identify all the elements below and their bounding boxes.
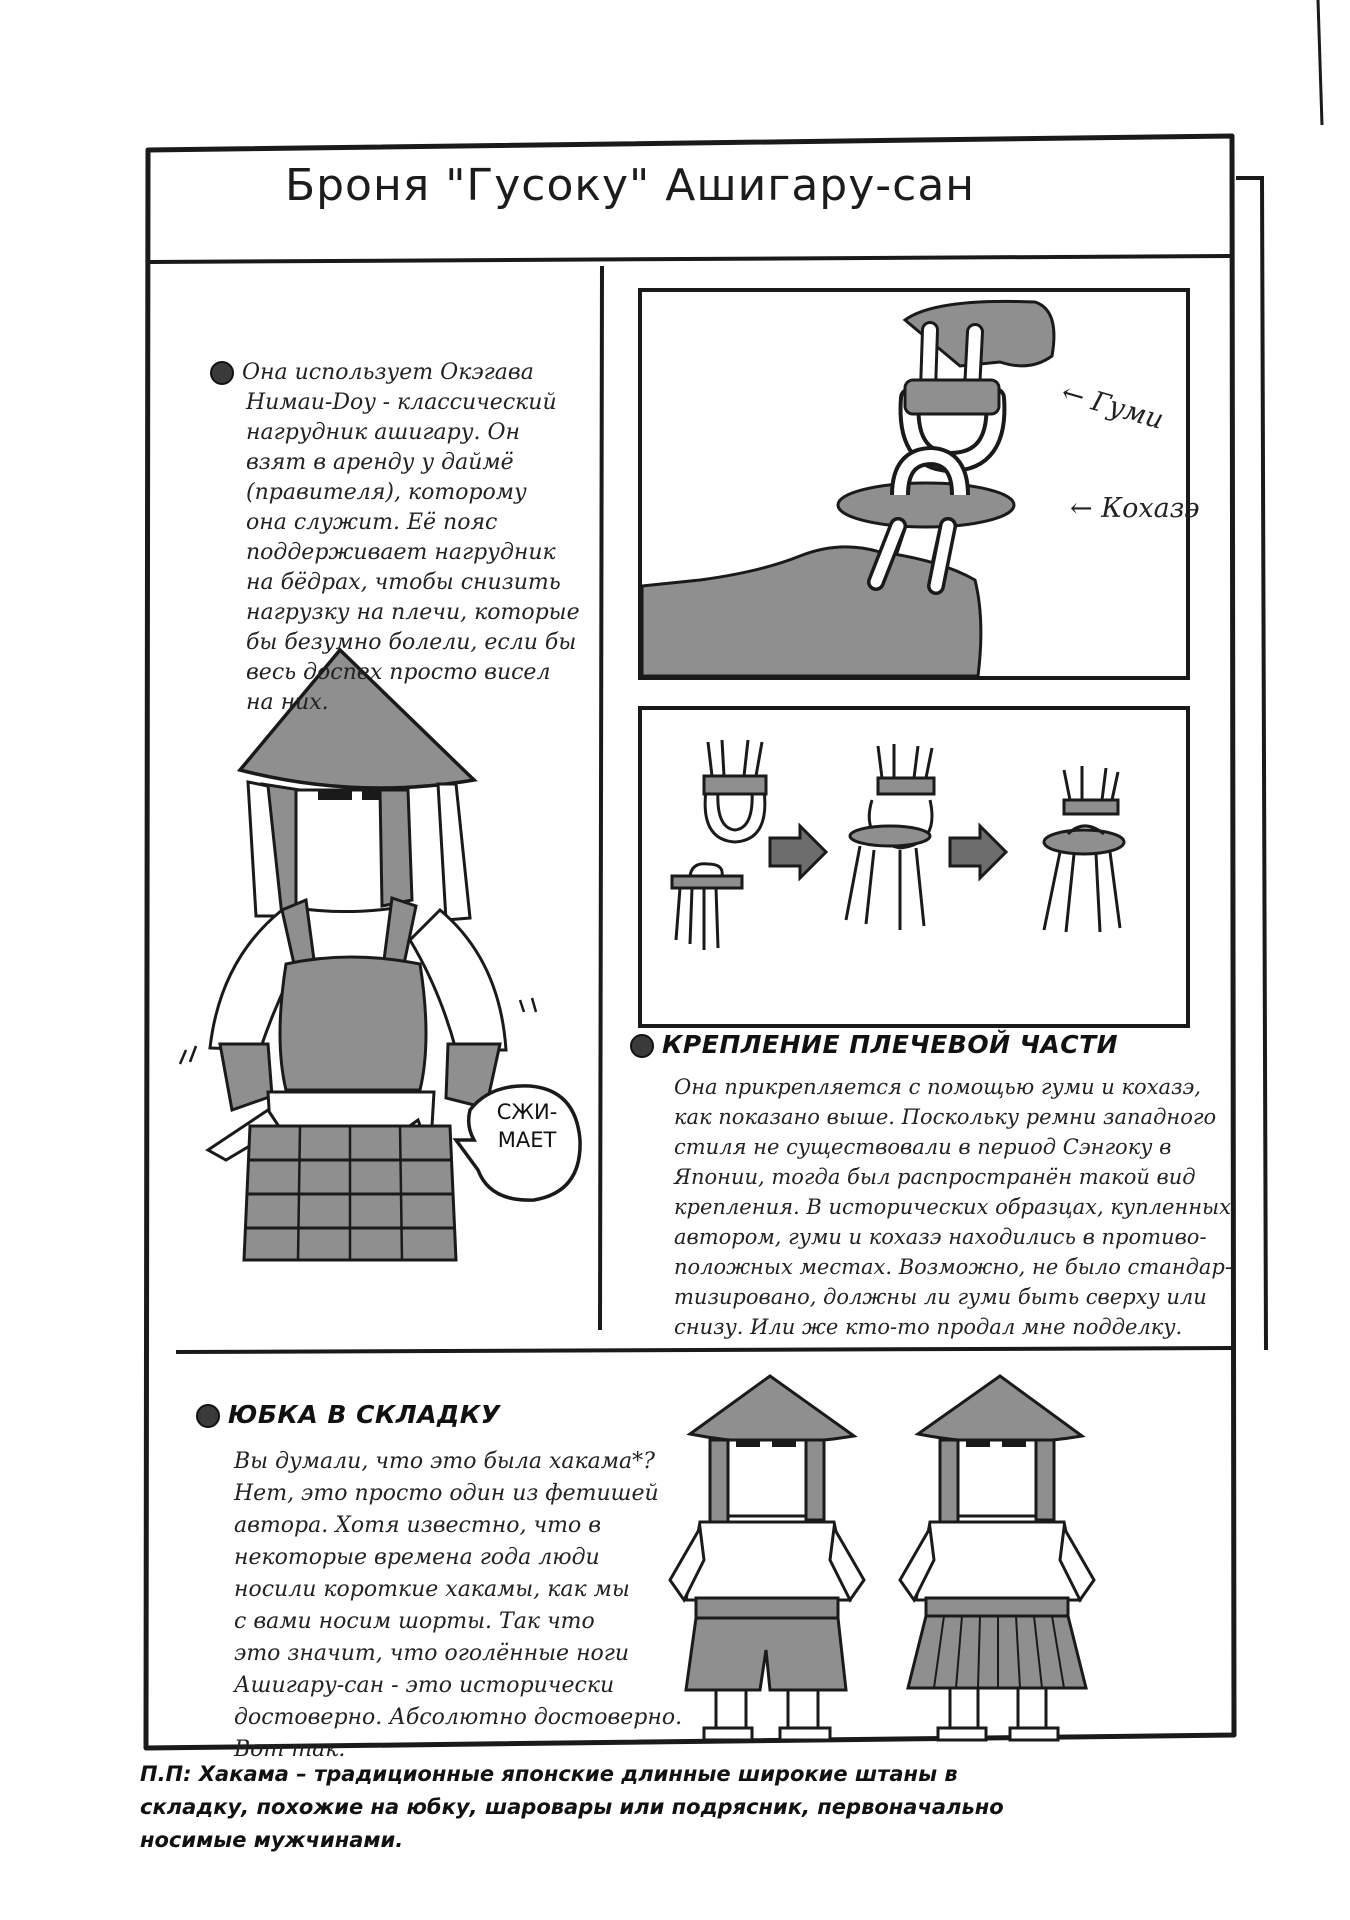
hair-2r <box>806 1440 824 1520</box>
intro-line: Нимаи-Doy - классический <box>246 390 557 415</box>
intro-line: на них. <box>246 690 329 715</box>
gumi-kohaze-diagram <box>640 290 1188 678</box>
bullet-icon <box>630 1034 654 1058</box>
skirt-line: Вот так. <box>234 1737 346 1762</box>
skirt-line: Вы думали, что это была хакама*? <box>234 1449 655 1474</box>
ashigaru-pleated-skirt-figure <box>900 1376 1094 1740</box>
footnote-line: П.П: Хакама – традиционные японские длинные широкие штаны в <box>140 1762 958 1786</box>
footnote-line: носимые мужчинами. <box>140 1828 404 1852</box>
shoulder-line: Она прикрепляется с помощью гуми и кохазэ, <box>674 1075 1201 1099</box>
step2-toggle <box>850 826 930 846</box>
skirt-line: Ашигару-сан - это исторически <box>234 1673 615 1698</box>
belt-3 <box>926 1598 1068 1616</box>
kohaze-toggle <box>838 483 1014 527</box>
shoulder-heading-text: КРЕПЛЕНИЕ ПЛЕЧЕВОЙ ЧАСТИ <box>662 1030 1119 1059</box>
speech-bubble-text <box>484 1098 570 1154</box>
hair-3r <box>1036 1440 1054 1520</box>
title-divider <box>150 256 1230 262</box>
intro-line: бы безумно болели, если бы <box>246 630 577 655</box>
shoulder-line: автором, гуми и кохазэ находились в противо- <box>674 1225 1207 1249</box>
legs-3 <box>950 1688 1046 1728</box>
shoulder-line: снизу. Или же кто-то продал мне подделку. <box>674 1315 1183 1339</box>
ashigaru-illustration <box>180 650 580 1260</box>
intro-line: взят в аренду у даймё <box>246 450 514 475</box>
page-title: Броня "Гусоку" Ашигару-сан <box>284 160 976 211</box>
corner-stroke-2 <box>1236 178 1266 1350</box>
bullet-icon <box>196 1404 220 1428</box>
bullet-icon <box>210 361 234 385</box>
bubble-line: СЖИ- <box>496 1100 558 1124</box>
shoulder-line: положных местах. Возможно, не было стандар- <box>674 1255 1232 1279</box>
kimono-2 <box>686 1522 850 1600</box>
kote-left <box>220 1044 272 1110</box>
translator-footnote <box>140 1758 1260 1857</box>
skirt-line: Нет, это просто один из фетишей <box>234 1481 659 1506</box>
footnote-line: складку, похожие на юбку, шаровары или подрясник, первоначально <box>140 1795 1004 1819</box>
vertical-divider <box>600 266 602 1330</box>
skirt-line: с вами носим шорты. Так что <box>234 1609 595 1634</box>
belt-2 <box>696 1598 838 1618</box>
skirt-section-text <box>234 1446 684 1766</box>
hair-right <box>380 790 412 906</box>
shoulder-section-text <box>674 1072 1232 1342</box>
hair-3l <box>940 1440 958 1524</box>
intro-paragraph <box>210 358 590 718</box>
intro-line: нагрузку на плечи, которые <box>246 600 580 625</box>
attachment-steps-diagram <box>640 708 1188 1026</box>
gumi-label: ← Гуми <box>1057 377 1167 436</box>
skirt-line: достоверно. Абсолютно достоверно. <box>234 1705 683 1730</box>
gumi-band <box>905 380 999 414</box>
shoulder-line: крепления. В исторических образцах, купленных <box>674 1195 1232 1219</box>
intro-line: на бёдрах, чтобы снизить <box>246 570 561 595</box>
hakama-shorts <box>686 1618 846 1690</box>
intro-line: Она использует Окэгава <box>242 360 534 385</box>
step2-band <box>878 778 934 794</box>
lower-divider <box>176 1348 1232 1352</box>
shoulder-line: тизировано, должны ли гуми быть сверху или <box>674 1285 1207 1309</box>
intro-line: (правителя), которому <box>246 480 527 505</box>
skirt-line: носили короткие хакамы, как мы <box>234 1577 630 1602</box>
do-breastplate <box>280 957 426 1090</box>
corner-stroke <box>1318 0 1322 125</box>
skirt-line: некоторые времена года люди <box>234 1545 600 1570</box>
kohaze-label: ← Кохазэ <box>1070 493 1200 524</box>
step1-toggle <box>672 876 742 888</box>
intro-line: поддерживает нагрудник <box>246 540 556 565</box>
step1-band <box>704 776 766 794</box>
legs-2 <box>716 1690 818 1728</box>
step3-band <box>1064 800 1118 814</box>
skirt-section-heading <box>196 1400 501 1429</box>
intro-line: нагрудник ашигару. Он <box>246 420 521 445</box>
shoulder-line: стиля не существовали в период Сэнгоку в <box>674 1135 1172 1159</box>
skirt-heading-text: ЮБКА В СКЛАДКУ <box>228 1400 501 1429</box>
hair-2l <box>710 1440 728 1524</box>
eye-left <box>318 790 352 800</box>
skirt-line: это значит, что оголённые ноги <box>234 1641 630 1666</box>
hat-2 <box>690 1376 854 1443</box>
shoulder-section-heading <box>630 1030 1118 1059</box>
shoulder-line: Японии, тогда был распространён такой вид <box>674 1165 1196 1189</box>
step3-toggle <box>1044 830 1124 854</box>
obi-belt <box>268 1092 434 1126</box>
kimono-3 <box>916 1522 1080 1600</box>
hat-3 <box>918 1376 1082 1443</box>
intro-line: она служит. Её пояс <box>246 510 498 535</box>
skirt-line: автора. Хотя известно, что в <box>234 1513 602 1538</box>
bubble-line: МАЕТ <box>497 1128 557 1152</box>
headcloth-right <box>438 784 470 920</box>
shoulder-line: как показано выше. Поскольку ремни западного <box>674 1105 1217 1129</box>
ashigaru-hakama-figure <box>670 1376 864 1740</box>
intro-line: весь доспех просто висел <box>246 660 551 685</box>
